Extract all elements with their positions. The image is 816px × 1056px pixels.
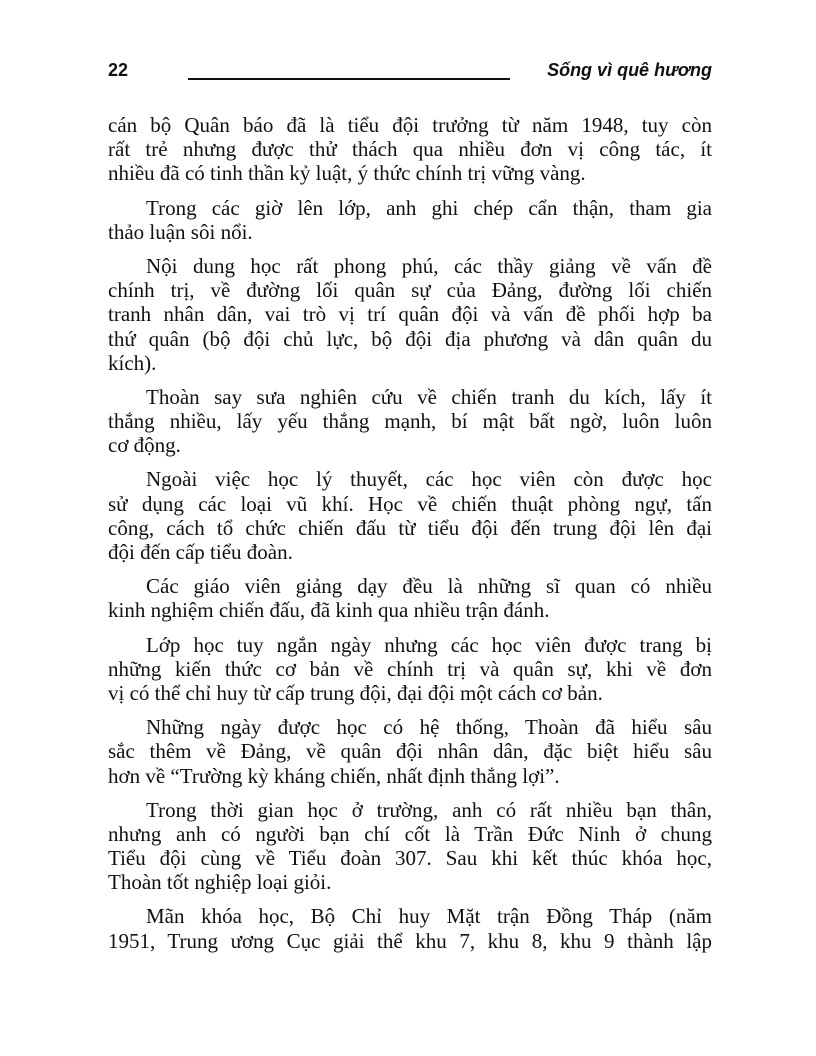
text-line: Các giáo viên giảng dạy đều là những sĩ quan có nhiều [146,574,712,599]
text-line: Những ngày được học có hệ thống, Thoàn đã hiểu sâu [146,715,712,740]
paragraph [108,467,712,564]
running-header [108,58,712,88]
paragraph [108,904,712,952]
text-line: sắc thêm về Đảng, về quân đội nhân dân, đặc biệt hiểu sâu [108,739,712,764]
text-line: cơ động. [108,433,181,458]
page-body [108,113,712,963]
text-line: đội đến cấp tiểu đoàn. [108,540,293,564]
text-line: Trong thời gian học ở trường, anh có rất nhiều bạn thân, [146,797,712,822]
text-line: cán bộ Quân báo đã là tiểu đội trưởng từ năm 1948, tuy còn [108,113,712,137]
text-line: Nội dung học rất phong phú, các thầy giảng về vấn đề [146,253,712,278]
running-title: Sống vì quê hương [547,60,712,80]
text-line: nhiều đã có tinh thần kỷ luật, ý thức chính trị vững vàng. [108,161,586,186]
paragraph [108,254,712,375]
paragraph [108,113,712,186]
text-line: Tiểu đội cùng về Tiểu đoàn 307. Sau khi kết thúc khóa học, [108,846,712,871]
text-line: tranh nhân dân, vai trò vị trí quân đội và vấn đề phối hợp ba [108,302,712,327]
paragraph [108,798,712,895]
text-line: Lớp học tuy ngắn ngày nhưng các học viên được trang bị [146,632,712,657]
text-line: Trong các giờ lên lớp, anh ghi chép cẩn thận, tham gia [146,195,712,220]
text-line: nhưng anh có người bạn chí cốt là Trần Đức Ninh ở chung [108,821,712,846]
text-line: những kiến thức cơ bản về chính trị và quân sự, khi về đơn [108,656,712,681]
text-line: Ngoài việc học lý thuyết, các học viên còn được học [146,467,712,492]
text-line: chính trị, về đường lối quân sự của Đảng, đường lối chiến [108,278,712,303]
text-line: kinh nghiệm chiến đấu, đã kinh qua nhiều trận đánh. [108,598,550,623]
text-line: thắng nhiều, lấy yếu thắng mạnh, bí mật bất ngờ, luôn luôn [108,409,712,434]
paragraph [108,385,712,458]
text-line: sử dụng các loại vũ khí. Học về chiến thuật phòng ngự, tấn [108,491,712,516]
page-number: 22 [108,60,129,80]
paragraph [108,574,712,622]
text-line: kích). [108,350,157,375]
text-line: Thoàn tốt nghiệp loại giỏi. [108,870,332,895]
text-line: 1951, Trung ương Cục giải thể khu 7, khu 8, khu 9 thành lập [108,928,712,953]
text-line: hơn về “Trường kỳ kháng chiến, nhất định thắng lợi”. [108,763,560,788]
header-rule [188,78,510,80]
text-line: Mãn khóa học, Bộ Chỉ huy Mặt trận Đồng Tháp (năm [146,904,712,929]
paragraph [108,715,712,788]
text-line: Thoàn say sưa nghiên cứu về chiến tranh du kích, lấy ít [146,384,712,409]
text-line: công, cách tổ chức chiến đấu từ tiểu đội đến trung đội lên đại [108,515,712,540]
text-line: rất trẻ nhưng được thử thách qua nhiều đơn vị công tác, ít [108,137,712,162]
paragraph [108,633,712,706]
text-line: thứ quân (bộ đội chủ lực, bộ đội địa phương và dân quân du [108,326,712,351]
text-line: thảo luận sôi nổi. [108,219,253,244]
text-line: vị có thể chỉ huy từ cấp trung đội, đại đội một cách cơ bản. [108,680,603,705]
paragraph [108,196,712,244]
